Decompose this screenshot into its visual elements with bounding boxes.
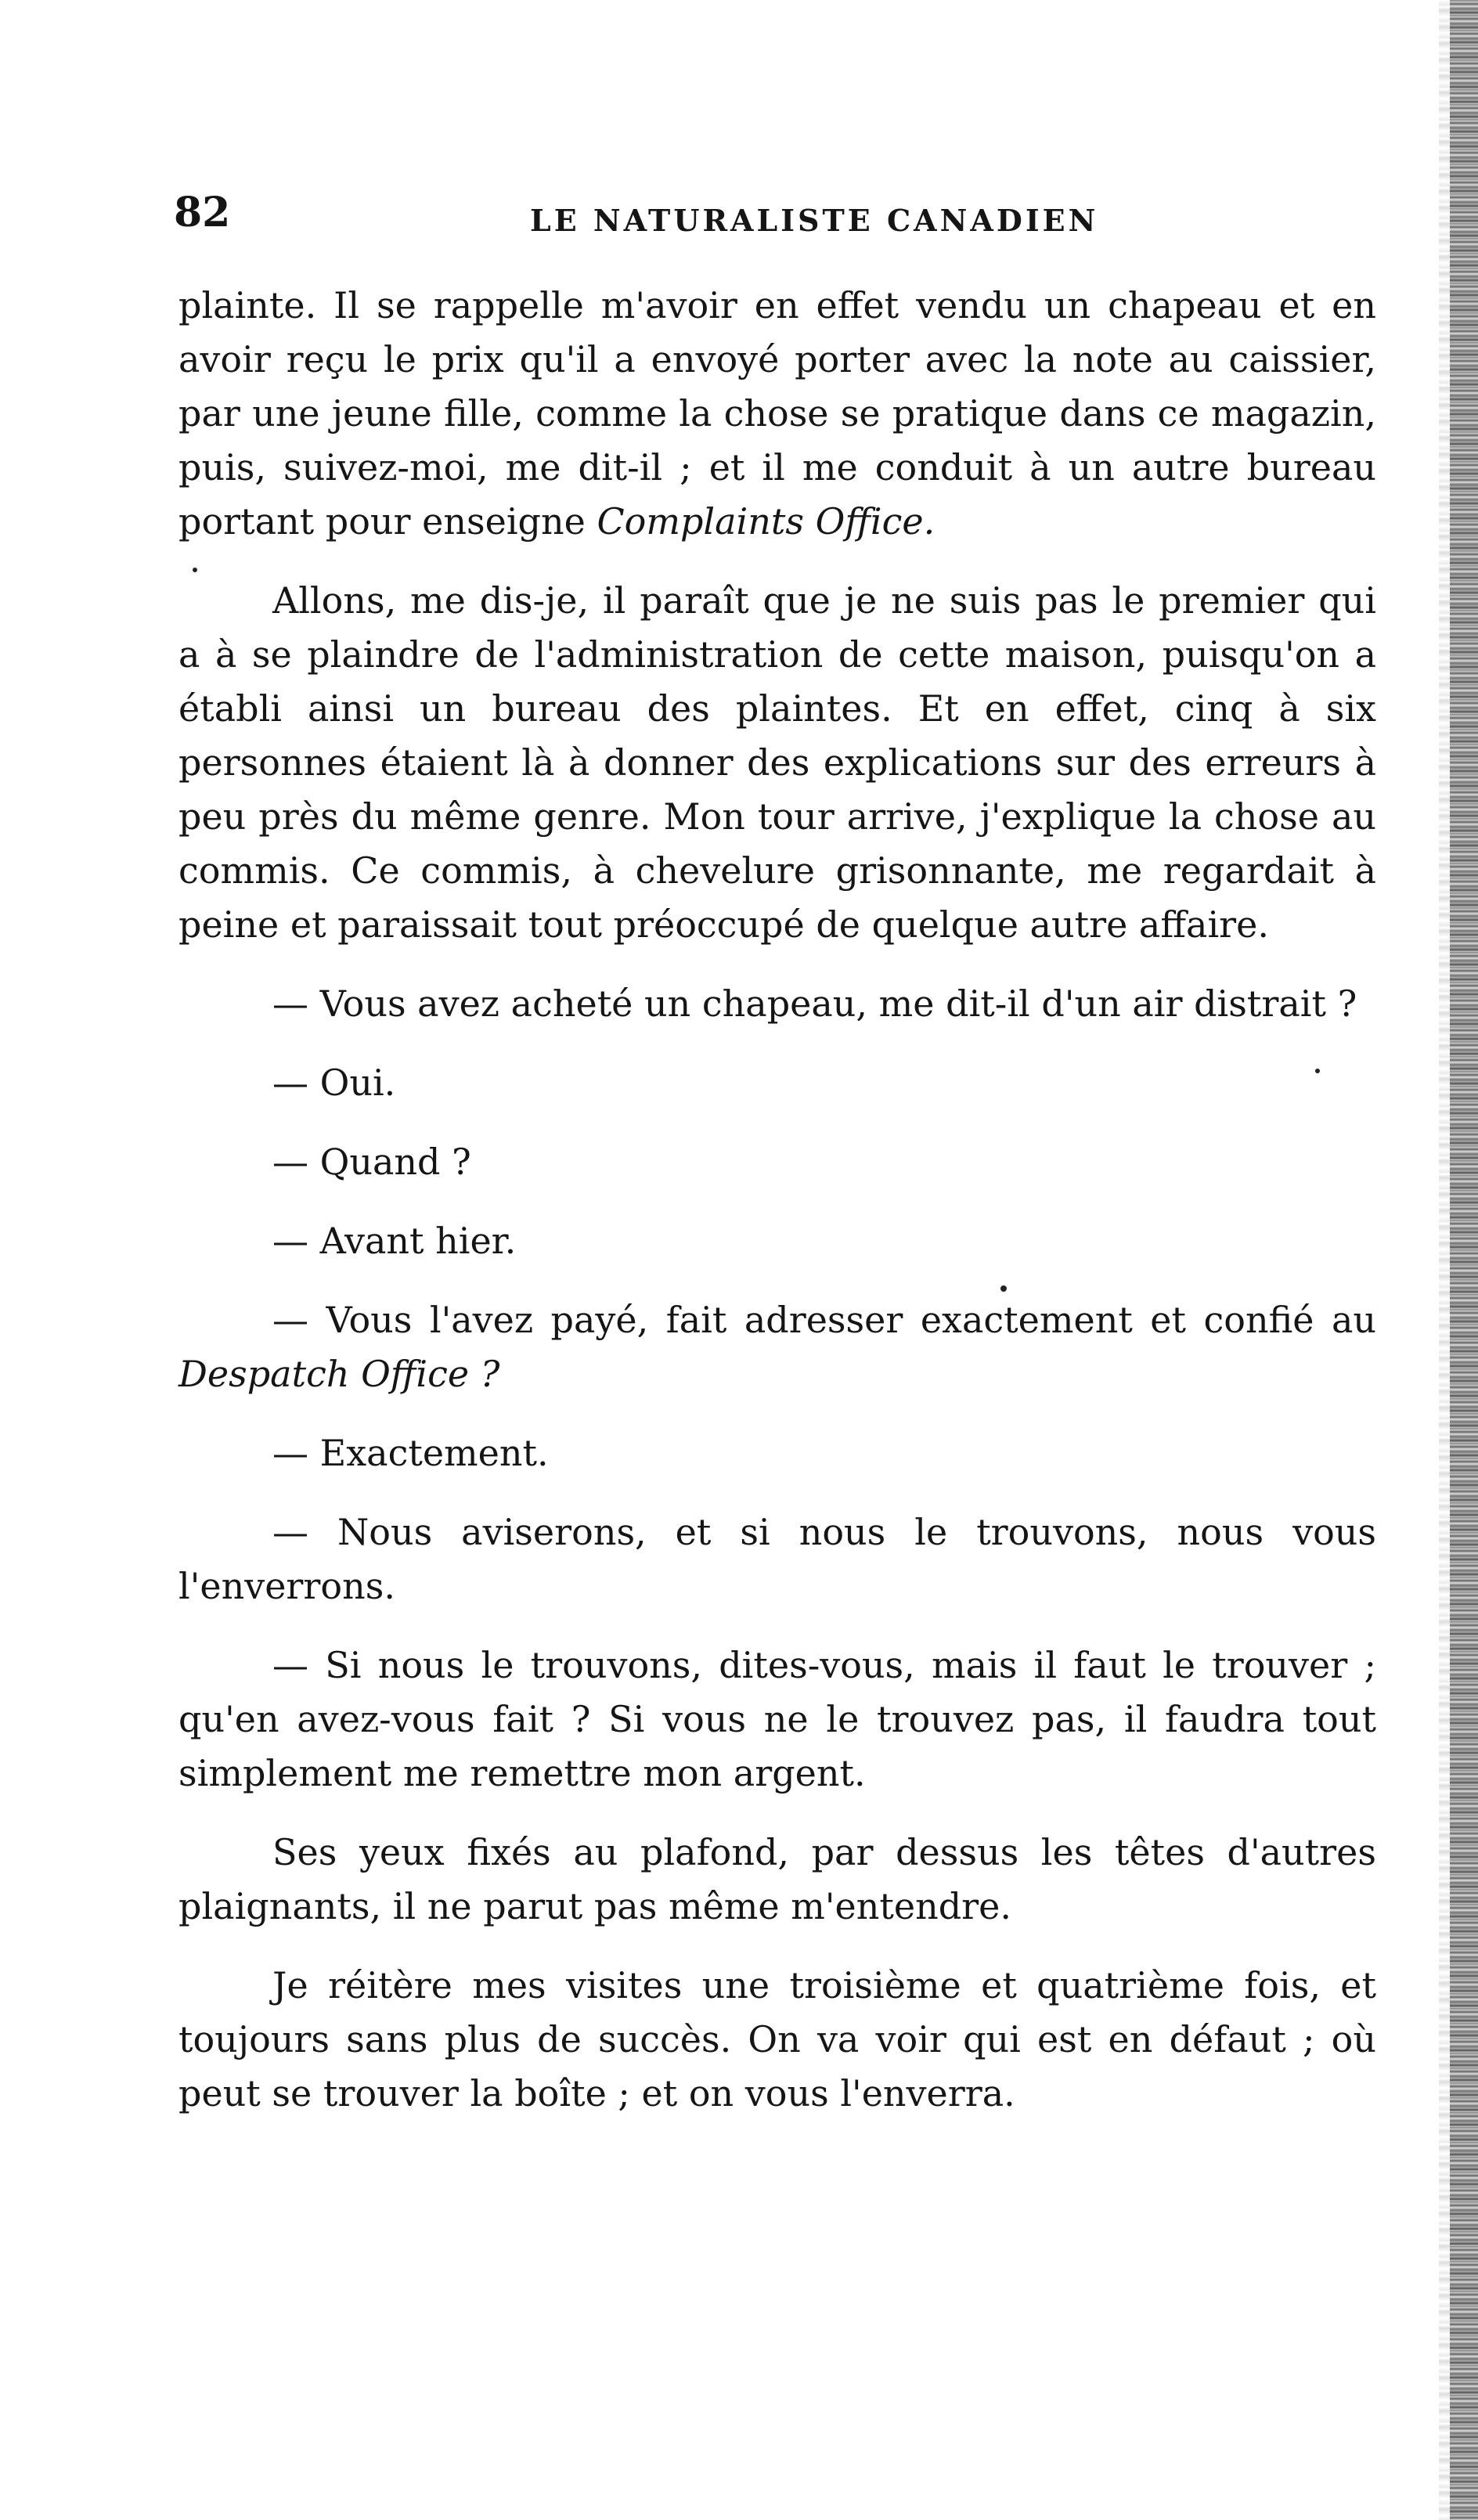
dialogue-line xyxy=(178,1293,1376,1401)
paragraph-italic: Complaints Office. xyxy=(597,500,935,543)
body-text xyxy=(178,279,1376,2121)
paragraph-text: — Nous aviserons, et si nous le trouvons, nous vous l'enverrons. xyxy=(178,1511,1376,1607)
page-header xyxy=(174,182,1379,244)
paragraph xyxy=(178,1959,1376,2121)
dialogue-line xyxy=(178,1214,1376,1268)
paragraph-italic: Despatch Office ? xyxy=(178,1353,500,1395)
paragraph xyxy=(178,1826,1376,1934)
paragraph-text: — Vous l'avez payé, fait adresser exactement et confié au xyxy=(272,1299,1376,1341)
paragraph-text: — Exactement. xyxy=(272,1432,549,1474)
paragraph xyxy=(178,279,1376,549)
ink-speck xyxy=(193,568,197,572)
dialogue-line xyxy=(178,1639,1376,1801)
paragraph xyxy=(178,574,1376,952)
dialogue-line xyxy=(178,1135,1376,1189)
ink-speck xyxy=(1315,1069,1320,1073)
paragraph-text: — Si nous le trouvons, dites-vous, mais il faut le trouver ; qu'en avez-vous fait ? Si vous ne le trouvez pas, il faudra tout simplement me remettre mon argent. xyxy=(178,1644,1376,1794)
dialogue-line xyxy=(178,977,1376,1031)
paragraph-text: plainte. Il se rappelle m'avoir en effet vendu un chapeau et en avoir reçu le prix qu'il a envoyé porter avec la note au caissier, par une jeune fille, comme la chose se pratique dans ce magazin, puis, suivez-moi, me dit-il ; et il me conduit à un autre bureau portant pour enseigne xyxy=(178,284,1376,543)
paragraph-text: Je réitère mes visites une troisième et quatrième fois, et toujours sans plus de succès. On va voir qui est en défaut ; où peut se trouver la boîte ; et on vous l'enverra. xyxy=(178,1964,1376,2114)
dialogue-line xyxy=(178,1505,1376,1613)
page-number: 82 xyxy=(174,189,231,236)
dialogue-line xyxy=(178,1426,1376,1480)
dialogue-line xyxy=(178,1056,1376,1110)
paragraph-text: Allons, me dis-je, il paraît que je ne suis pas le premier qui a à se plaindre de l'administration de cette maison, puisqu'on a établi ainsi un bureau des plaintes. Et en effet, cinq à six personnes étaient là à donner des explications sur des erreurs à peu près du même genre. Mon tour arrive, j'explique la chose au commis. Ce commis, à chevelure grisonnante, me regardait à peine et paraissait tout préoccupé de quelque autre affaire. xyxy=(178,579,1376,946)
paragraph-text: — Oui. xyxy=(272,1062,396,1104)
paragraph-text: — Quand ? xyxy=(272,1141,471,1183)
paragraph-text: Ses yeux fixés au plafond, par dessus les têtes d'autres plaignants, il ne parut pas même m'entendre. xyxy=(178,1831,1376,1927)
page-edge-scan-artifact xyxy=(1450,0,1478,2520)
paragraph-text: — Vous avez acheté un chapeau, me dit-il d'un air distrait ? xyxy=(272,982,1357,1025)
page-edge-shadow xyxy=(1439,0,1450,2520)
paragraph-text: — Avant hier. xyxy=(272,1220,517,1262)
ink-speck xyxy=(1000,1285,1007,1292)
running-title: LE NATURALISTE CANADIEN xyxy=(530,203,1099,238)
